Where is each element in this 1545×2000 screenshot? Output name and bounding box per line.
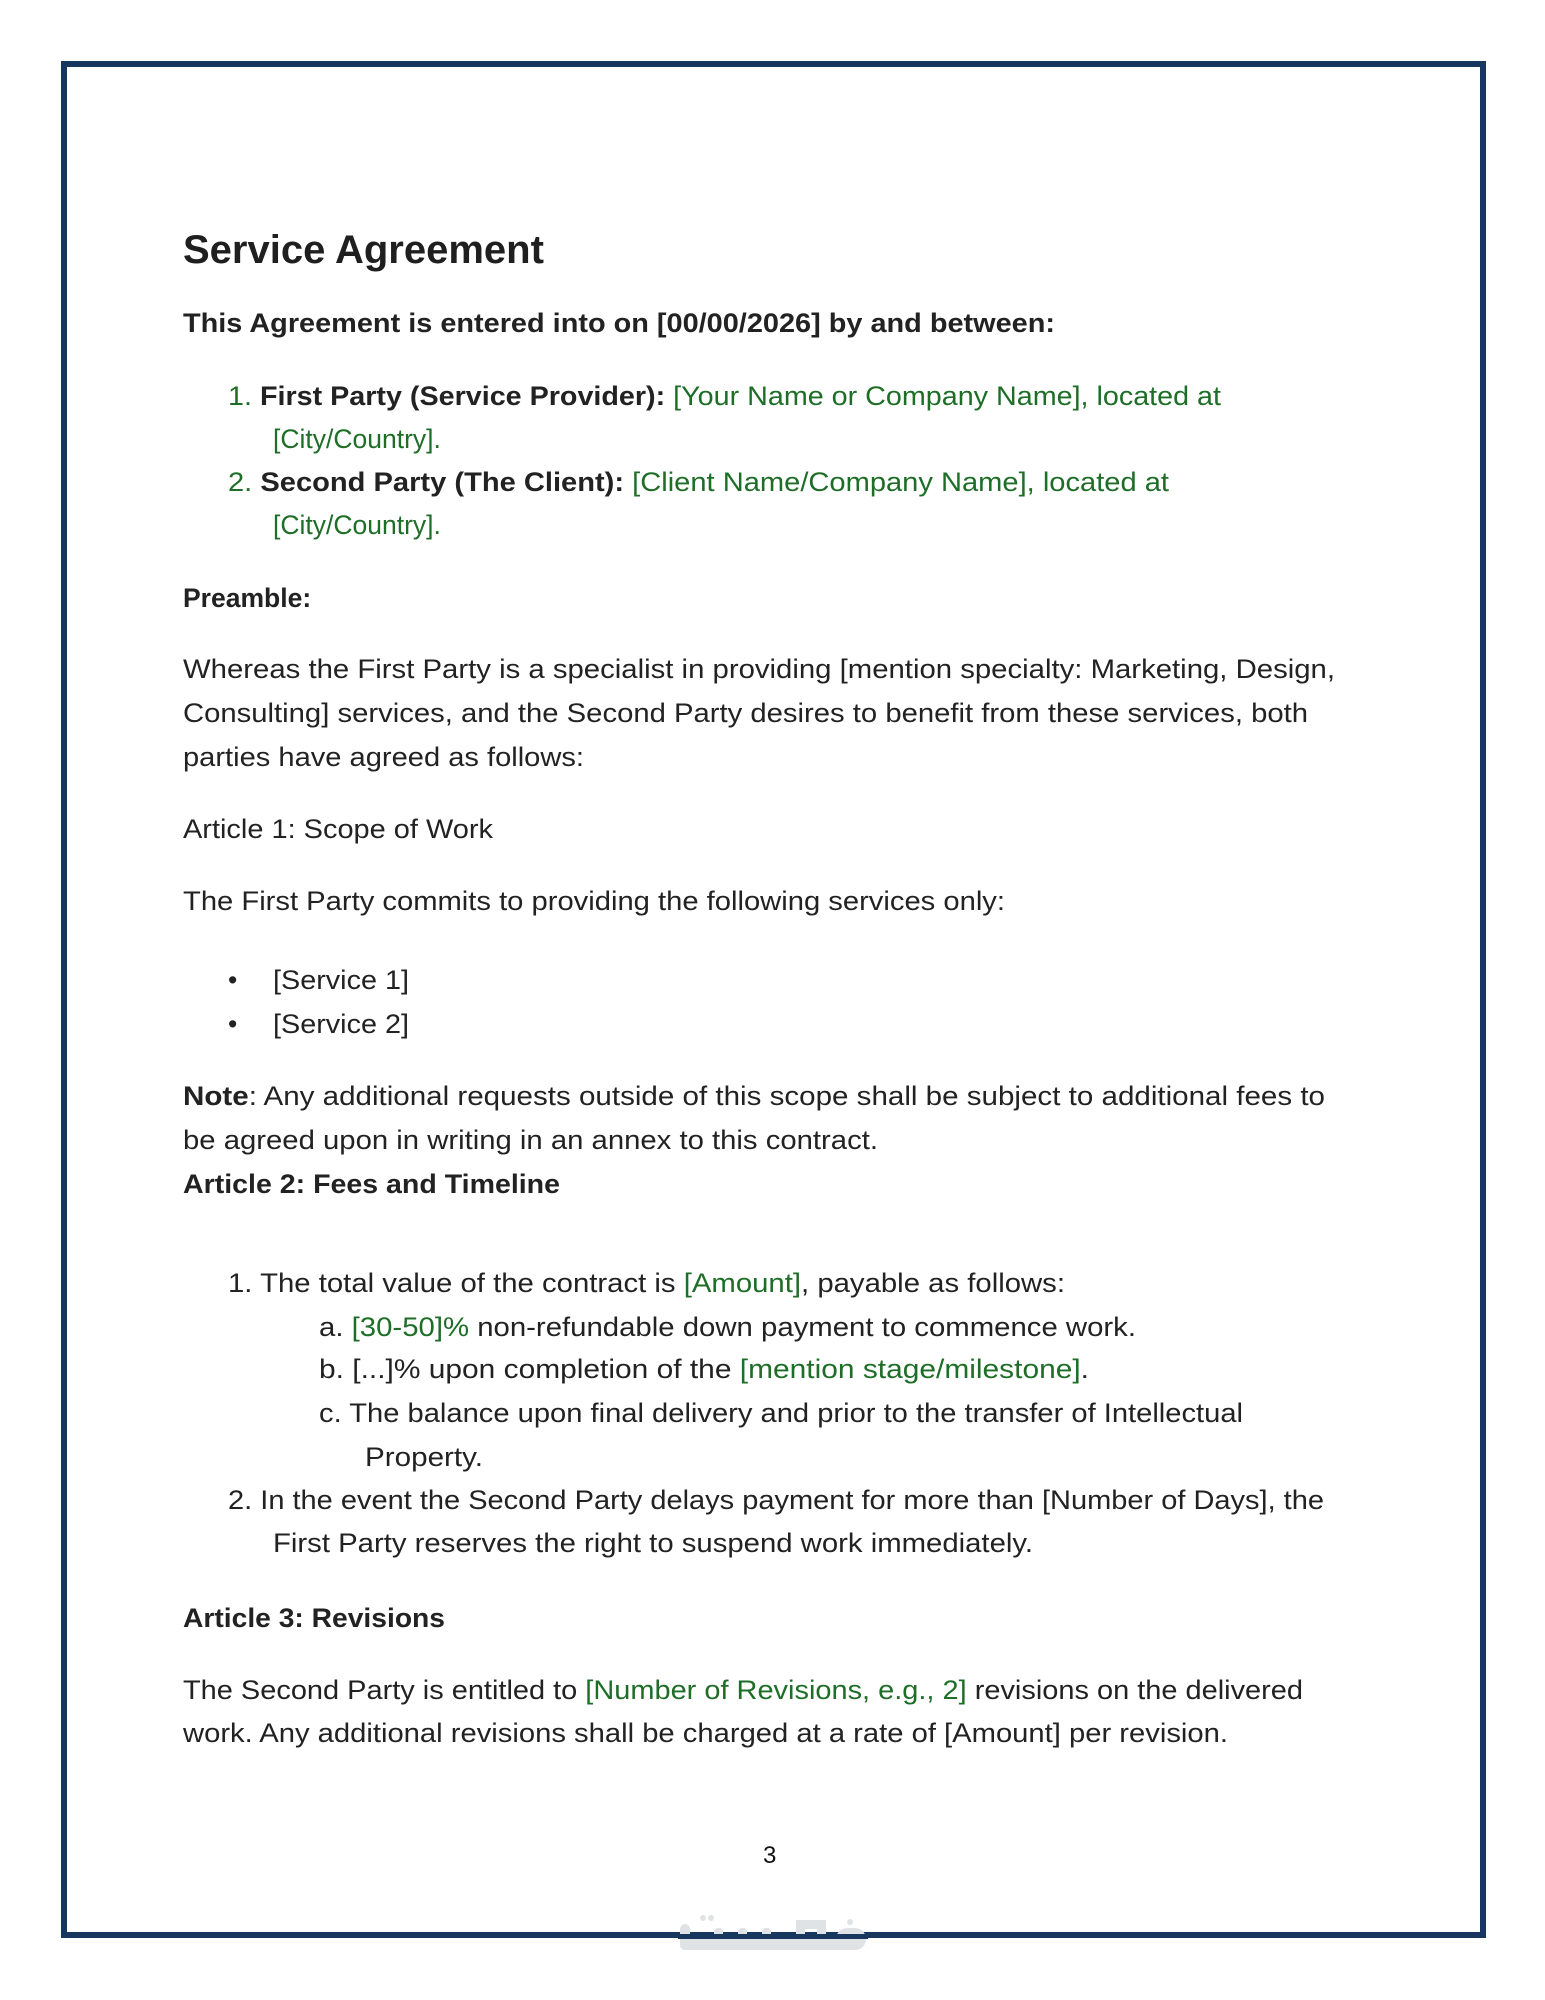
- preamble-heading-text: Preamble:: [183, 583, 312, 613]
- page-number: 3: [763, 1842, 777, 1869]
- note-line-1: [183, 1081, 1326, 1111]
- list-marker: 1.: [228, 381, 252, 411]
- page-border: [61, 61, 1486, 1938]
- title-text: Service Agreement: [183, 228, 544, 272]
- party-item-1: [228, 381, 1221, 411]
- article-3-line-1: [183, 1675, 1303, 1705]
- preamble-text: Whereas the First Party is a specialist in providing [mention specialty: Marketing, Design,: [183, 654, 1335, 684]
- list-marker: 2.: [228, 1485, 253, 1515]
- amount-placeholder: [Amount]: [683, 1268, 802, 1298]
- note-text: be agreed upon in writing in an annex to this contract.: [183, 1125, 878, 1155]
- fees-text: non-refundable down payment to commence work.: [469, 1312, 1136, 1342]
- article-1-heading: [183, 814, 493, 844]
- preamble-line-3: [183, 742, 584, 772]
- fees-item-1: [228, 1268, 1065, 1298]
- revisions-text: work. Any additional revisions shall be charged at a rate of [Amount] per revision.: [183, 1718, 1228, 1748]
- fees-text: [...]% upon completion of the: [352, 1354, 740, 1384]
- party-placeholder: [Client Name/Company Name], located at: [632, 467, 1169, 497]
- bullet-icon: •: [228, 965, 238, 995]
- service-bullet-2: [228, 1011, 237, 1038]
- revisions-text: The Second Party is entitled to: [183, 1675, 586, 1705]
- intro-text: This Agreement is entered into on [00/00/2026] by and between:: [183, 308, 1055, 338]
- service-item-2: [273, 1009, 409, 1039]
- revisions-text: revisions on the delivered: [966, 1675, 1303, 1705]
- service-bullet-1: [228, 967, 237, 994]
- punctuation: .: [1080, 1354, 1089, 1384]
- milestone-placeholder: [mention stage/milestone]: [739, 1354, 1081, 1384]
- fees-subitem-a: [319, 1312, 1136, 1342]
- fees-subitem-b: [319, 1354, 1089, 1384]
- party-item-2-continuation: [273, 512, 441, 539]
- list-marker: c.: [319, 1398, 342, 1428]
- article-2-heading-text: Article 2: Fees and Timeline: [183, 1169, 560, 1199]
- fees-subitem-c: [319, 1398, 1243, 1428]
- service-text: [Service 2]: [273, 1009, 409, 1039]
- article-1-intro-text: The First Party commits to providing the following services only:: [183, 886, 1005, 916]
- article-1-heading-text: Article 1: Scope of Work: [183, 814, 493, 844]
- article-3-heading-text: Article 3: Revisions: [183, 1603, 445, 1633]
- khamsat-watermark-logo-icon: [678, 1914, 868, 1960]
- article-1-intro: [183, 886, 1005, 916]
- fees-subitem-c-continuation: [365, 1442, 483, 1472]
- party-item-1-continuation: [273, 426, 441, 453]
- revisions-placeholder: [Number of Revisions, e.g., 2]: [585, 1675, 967, 1705]
- fees-item-2: [228, 1485, 1324, 1515]
- percentage-placeholder: [30-50]%: [351, 1312, 470, 1342]
- fees-text: The total value of the contract is: [260, 1268, 684, 1298]
- note-text: : Any additional requests outside of this scope shall be subject to additional fees to: [248, 1081, 1326, 1111]
- preamble-text: Consulting] services, and the Second Party desires to benefit from these services, both: [183, 698, 1308, 728]
- article-3-line-2: [183, 1718, 1228, 1748]
- party-placeholder-location: [City/Country].: [273, 510, 441, 540]
- bullet-icon: •: [228, 1009, 238, 1039]
- fees-text: In the event the Second Party delays payment for more than [Number of Days], the: [260, 1485, 1324, 1515]
- fees-text: , payable as follows:: [801, 1268, 1065, 1298]
- party-placeholder: [Your Name or Company Name], located at: [673, 381, 1221, 411]
- fees-text: The balance upon final delivery and prior to the transfer of Intellectual: [349, 1398, 1243, 1428]
- preamble-heading: [183, 585, 311, 612]
- fees-text: Property.: [365, 1442, 483, 1472]
- preamble-text: parties have agreed as follows:: [183, 742, 584, 772]
- preamble-line-2: [183, 698, 1308, 728]
- service-text: [Service 1]: [273, 965, 409, 995]
- note-label: Note: [183, 1081, 249, 1111]
- fees-text: First Party reserves the right to suspend work immediately.: [273, 1528, 1033, 1558]
- note-line-2: [183, 1125, 878, 1155]
- list-marker: a.: [319, 1312, 344, 1342]
- article-3-heading: [183, 1603, 445, 1633]
- intro-line: [183, 308, 1055, 338]
- party-label: Second Party (The Client):: [260, 467, 625, 497]
- party-label: First Party (Service Provider):: [259, 381, 666, 411]
- document-title: [183, 230, 544, 270]
- party-item-2: [228, 467, 1169, 497]
- list-marker: 2.: [228, 467, 253, 497]
- preamble-line-1: [183, 654, 1335, 684]
- list-marker: b.: [319, 1354, 344, 1384]
- service-item-1: [273, 965, 409, 995]
- party-placeholder-location: [City/Country].: [273, 424, 441, 454]
- fees-item-2-continuation: [273, 1528, 1033, 1558]
- list-marker: 1.: [228, 1268, 253, 1298]
- article-2-heading: [183, 1169, 560, 1199]
